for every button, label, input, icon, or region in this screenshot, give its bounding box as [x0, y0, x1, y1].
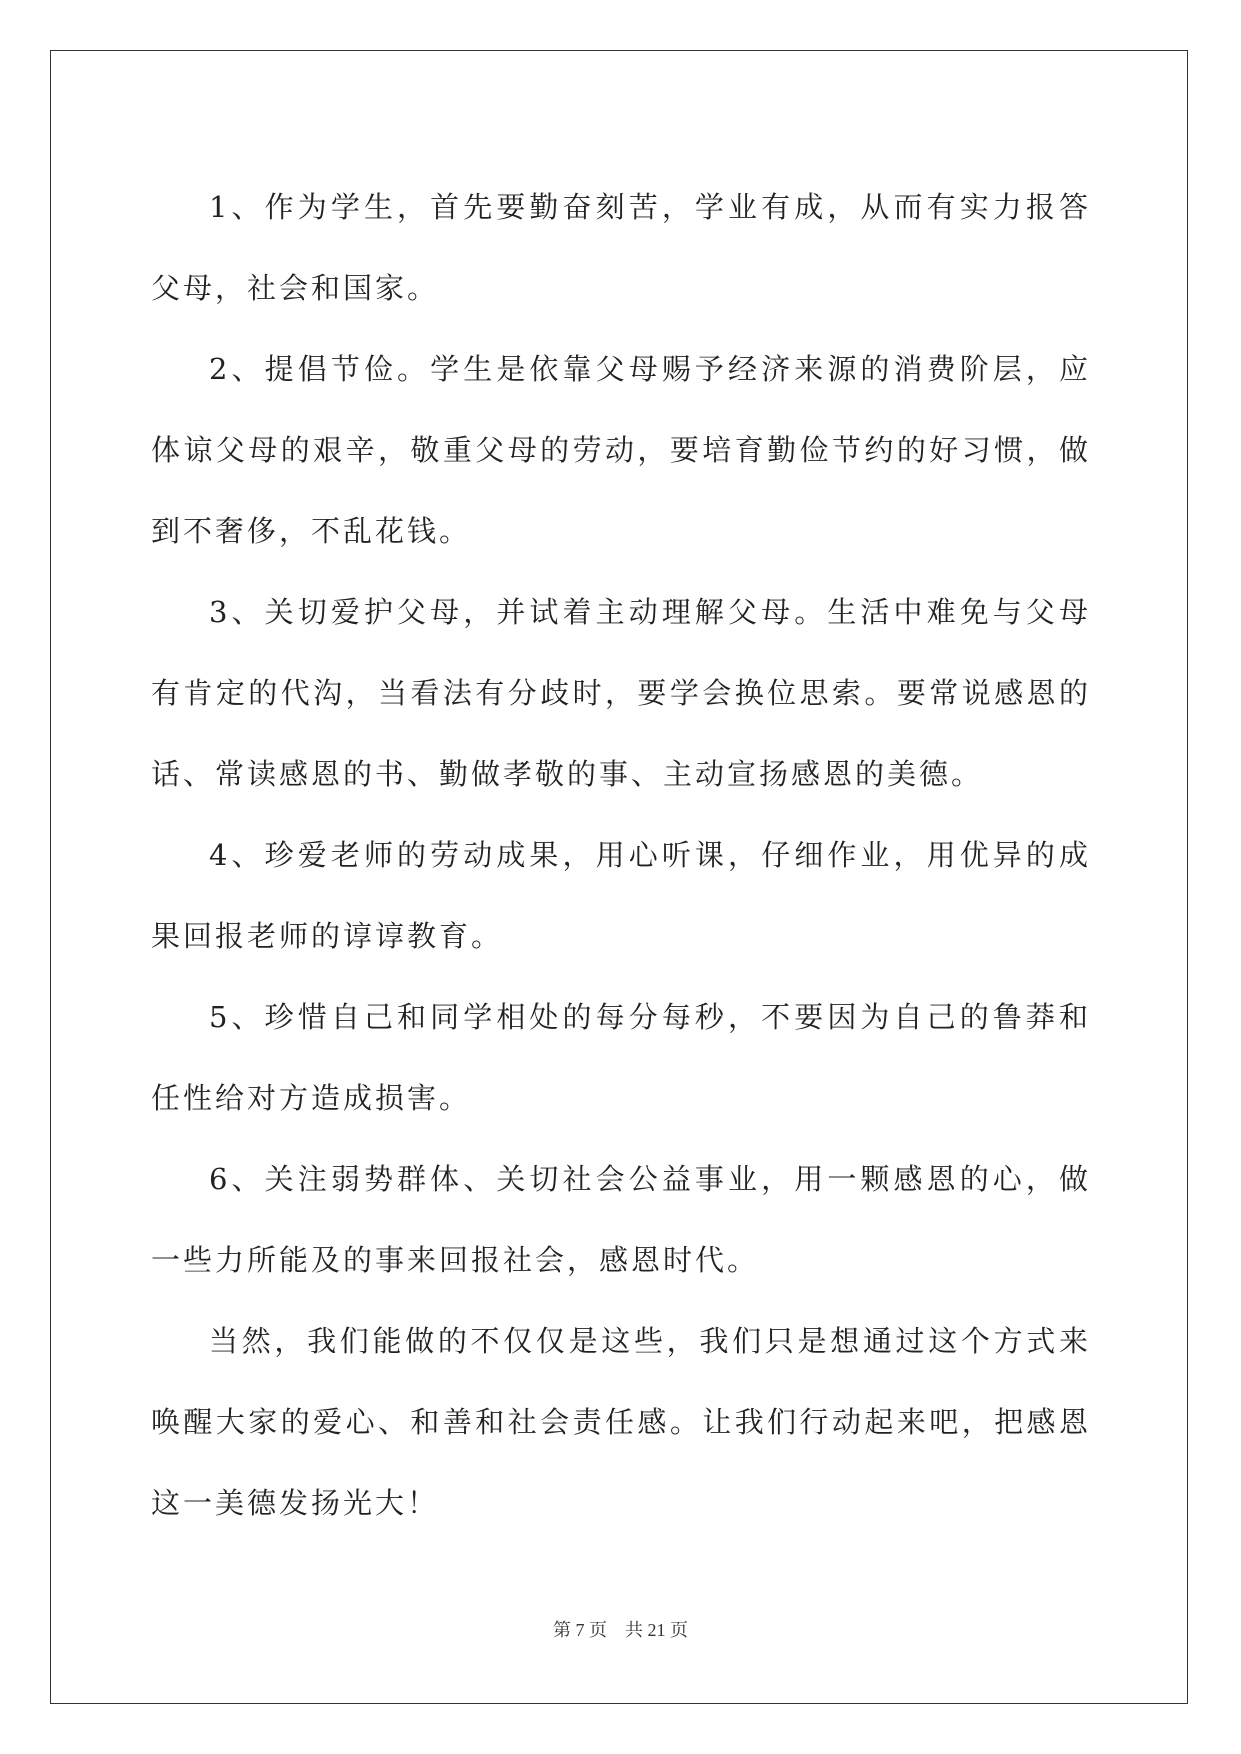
paragraph-3: 3、关切爱护父母，并试着主动理解父母。生活中难免与父母有肯定的代沟，当看法有分歧时，要学会换位思索。要常说感恩的话、常读感恩的书、勤做孝敬的事、主动宣扬感恩的美德。	[151, 595, 1091, 791]
paragraph-5: 5、珍惜自己和同学相处的每分每秒，不要因为自己的鲁莽和任性给对方造成损害。	[151, 1000, 1091, 1115]
page-number-footer: 第 7 页 共 21 页	[553, 1620, 688, 1640]
paragraph-1: 1、作为学生，首先要勤奋刻苦，学业有成，从而有实力报答父母，社会和国家。	[151, 190, 1091, 305]
paragraph-4: 4、珍爱老师的劳动成果，用心听课，仔细作业，用优异的成果回报老师的谆谆教育。	[151, 838, 1091, 953]
paragraph-closing: 当然，我们能做的不仅仅是这些，我们只是想通过这个方式来唤醒大家的爱心、和善和社会责任感。让我们行动起来吧，把感恩这一美德发扬光大！	[151, 1324, 1091, 1520]
paragraph-6: 6、关注弱势群体、关切社会公益事业，用一颗感恩的心，做一些力所能及的事来回报社会，感恩时代。	[151, 1162, 1091, 1277]
paragraph-2: 2、提倡节俭。学生是依靠父母赐予经济来源的消费阶层，应体谅父母的艰辛，敬重父母的劳动，要培育勤俭节约的好习惯，做到不奢侈，不乱花钱。	[151, 352, 1091, 548]
document-body	[151, 167, 1091, 1544]
